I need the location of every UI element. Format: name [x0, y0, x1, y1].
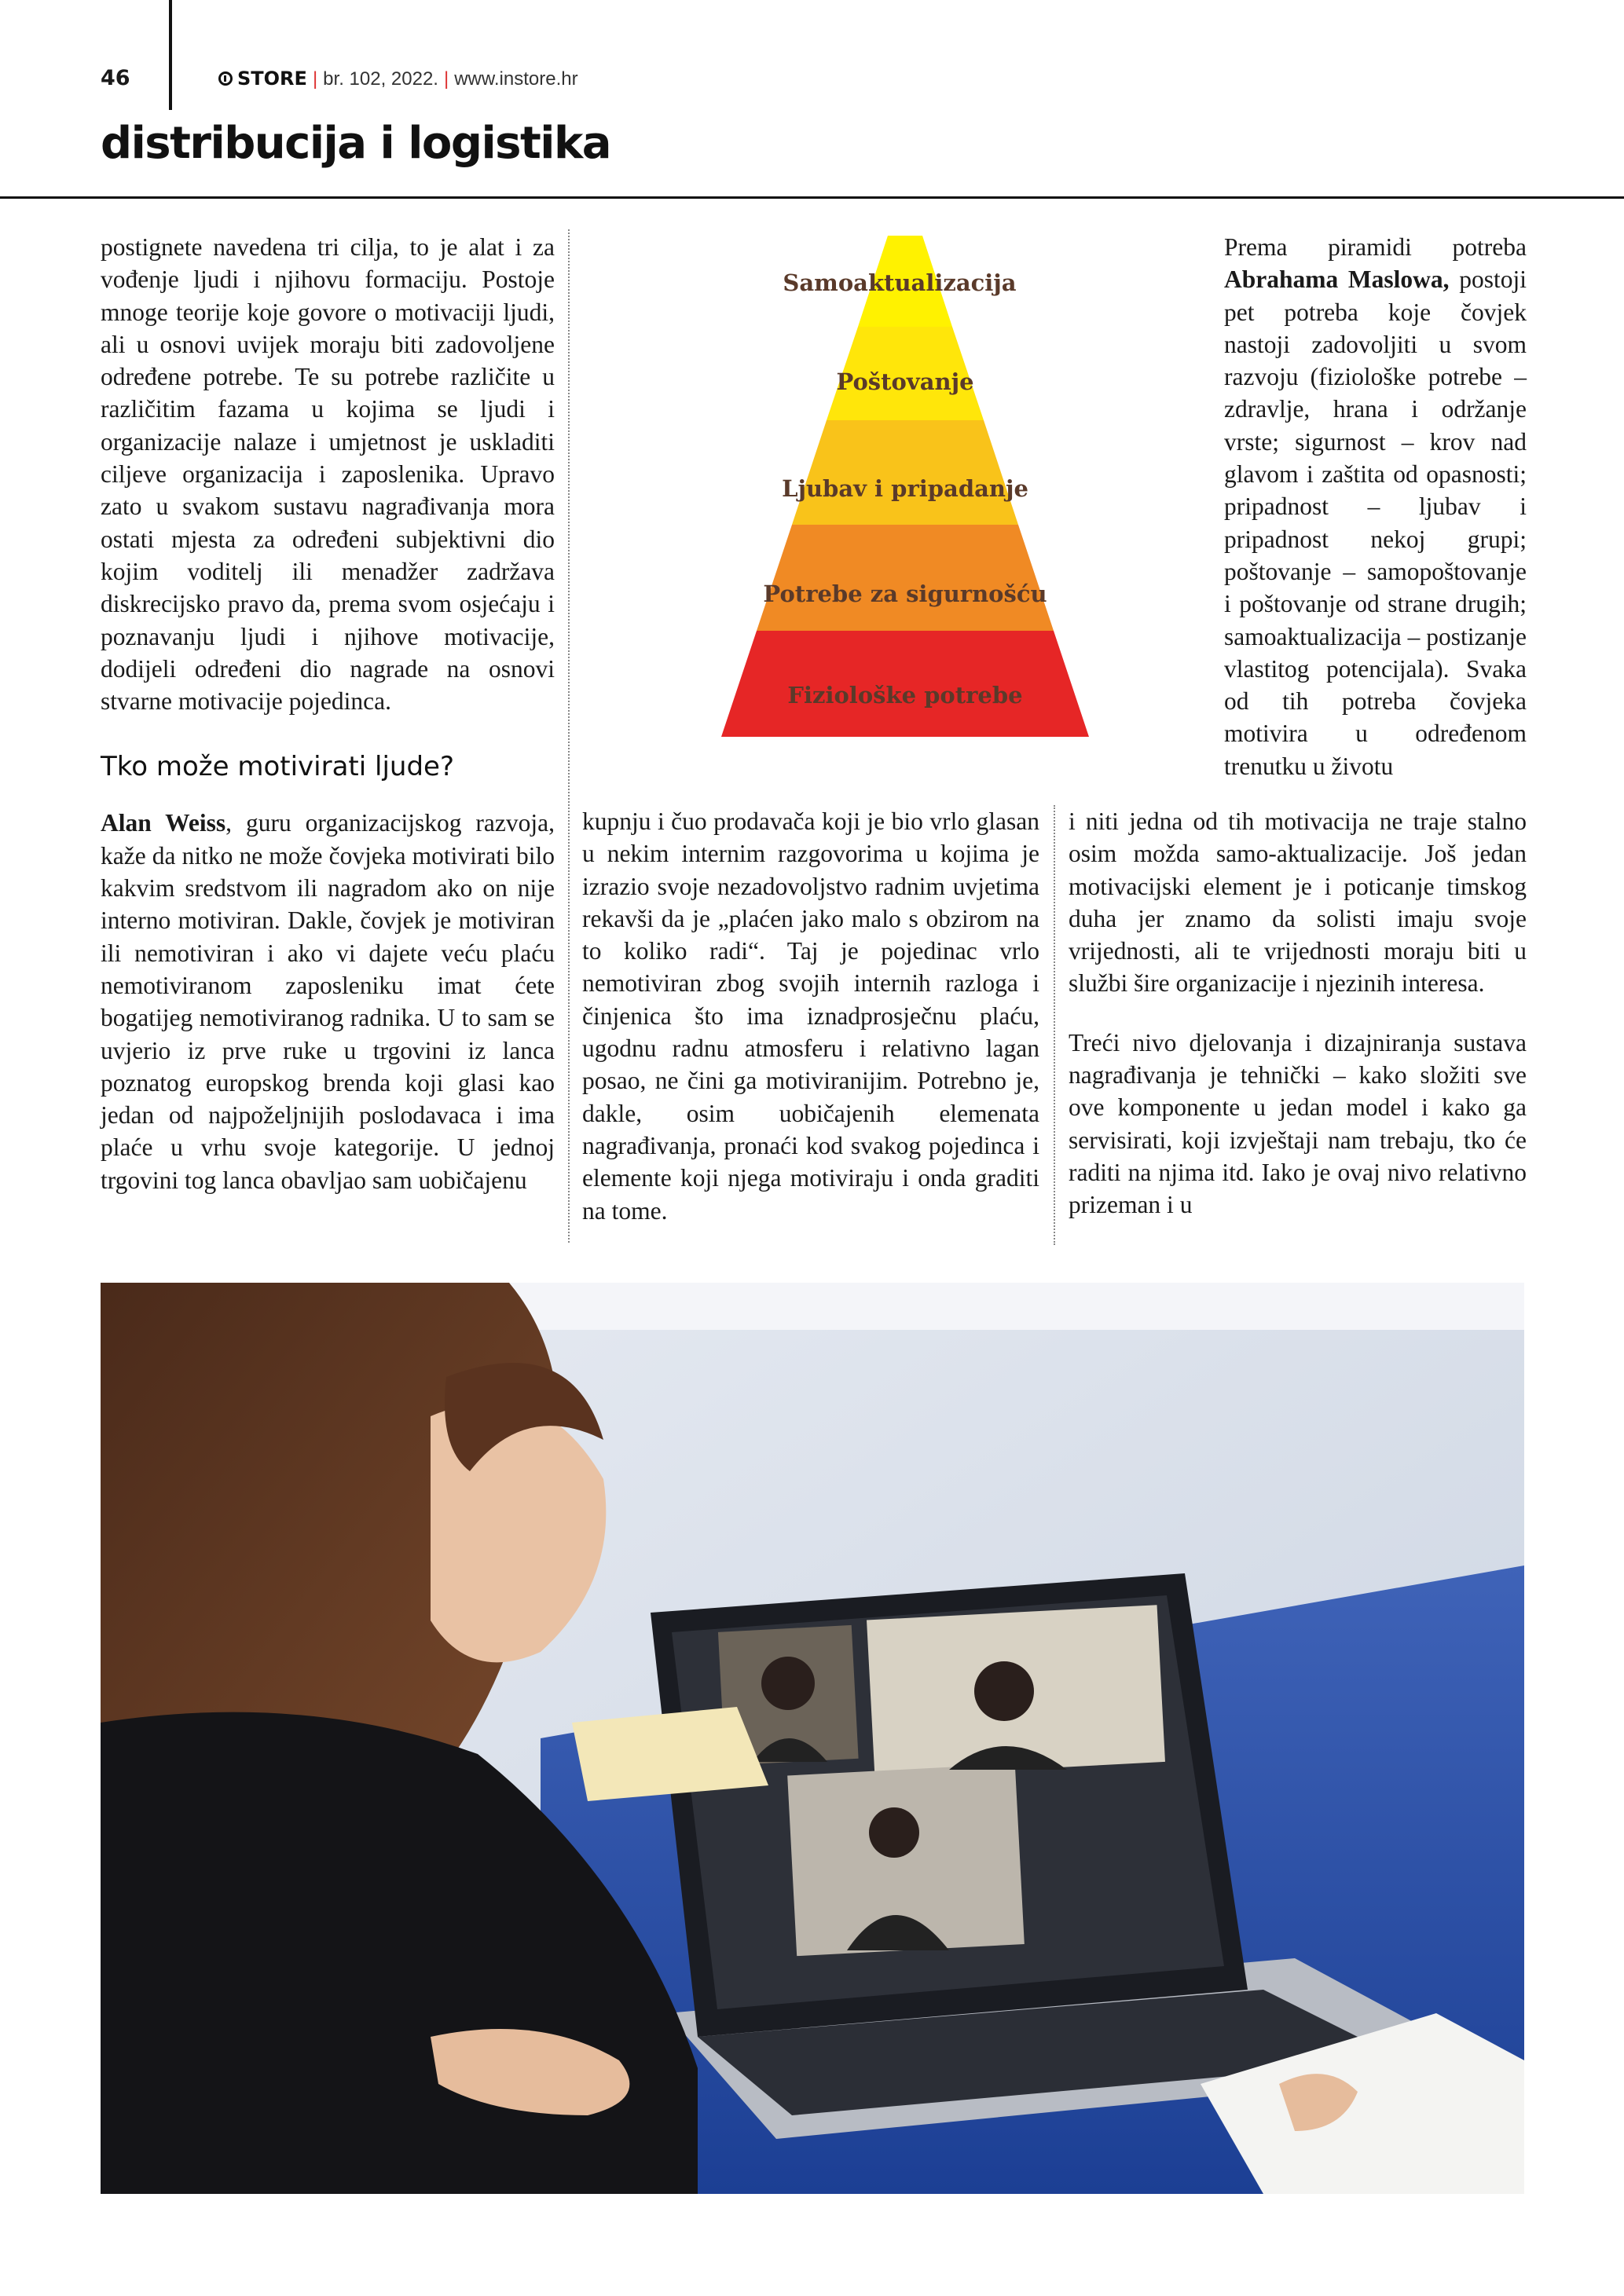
pyramid-label-physiological: Fiziološke potrebe [787, 682, 1023, 709]
paragraph: Prema piramidi potreba Abrahama Maslowa, postoji pet potreba koje čovjek nastoji zadovoljiti u svom razvoju (fiziološke potrebe – zdravlje, hrana i održanje vrste; sigurnost – krov nad glavom i zaštita od opasnosti; pripadnost – ljubav i pripadnost nekoj grupi; poštovanje – samopoštovanje i poštovanje od strane drugih; samoaktualizacija – postizanje vlastitog potencijala). Svaka od tih potreba čovjeka motivira u određenom trenutku u životu [1224, 233, 1527, 780]
article-column-3 [1069, 805, 1527, 1221]
article-column-1 [101, 231, 555, 1196]
store-logo-icon [218, 71, 233, 86]
pyramid-label-safety: Potrebe za sigurnošću [763, 580, 1047, 607]
masthead [218, 68, 578, 90]
magazine-logo: STORE [237, 68, 307, 90]
separator: | [443, 68, 449, 90]
header-rule [0, 196, 1624, 199]
article-photo [101, 1283, 1524, 2194]
header-vertical-rule [169, 0, 172, 110]
pyramid-label-esteem: Poštovanje [836, 368, 974, 395]
paragraph: i niti jedna od tih motivacija ne traje stalno osim možda samo-aktualizacije. Još jedan motivacijski element je i poticanje timskog duha jer znamo da solisti imaju svoje vrijednosti, ali te vrijednosti moraju biti u službi šire organizacije i njezinih interesa. [1069, 807, 1527, 998]
page-number: 46 [101, 66, 130, 90]
paragraph: Alan Weiss, guru organizacijskog razvoja, kaže da nitko ne može čovjeka motivirati bilo kakvim sredstvom ili nagradom ako on nije interno motiviran. Dakle, čovjek je motiviran ili nemotiviran i ako vi dajete veću plaću nemotiviranom zaposleniku imat ćete bogatijeg nemotiviranog radnika. U to sam se uvjerio iz prve ruke u trgovini iz lanca poznatog europskog brenda koji glasi kao jedan od najpoželjnijih poslodavaca i ima plaće u vrhu svoje kategorije. U jednoj trgovini tog lanca obavljao sam uobičajenu [101, 809, 555, 1194]
maslow-pyramid-diagram [582, 228, 1211, 770]
section-title: distribucija i logistika [101, 118, 610, 169]
article-column-2 [582, 805, 1039, 1227]
paragraph: postignete navedena tri cilja, to je alat i za vođenje ljudi i njihovu formaciju. Postoje mnoge teorije koje govore o motivaciji ljudi, ali u osnovi uvijek moraju biti zadovoljene određene potrebe. Te su potrebe različite u različitim fazama u kojima se ljudi i organizacije nalaze i umjetnost je uskladiti ciljeve organizacija i zaposlenika. Upravo zato u svakom sustavu nagrađivanja mora ostati mjesta za određeni subjektivni dio kojim voditelj ili menadžer zadržava diskrecijsko pravo da, prema svom osjećaju i poznavanju ljudi i njihove motivacije, dodijeli određeni dio nagrade na osnovi stvarne motivacije pojedinca. [101, 233, 555, 716]
column-divider [1054, 805, 1055, 1245]
person-name: Alan Weiss [101, 809, 226, 837]
pyramid-label-love-belonging: Ljubav i pripadanje [782, 475, 1028, 502]
website-url[interactable]: www.instore.hr [454, 68, 578, 90]
column-divider [568, 229, 570, 1243]
pyramid-label-self-actualization: Samoaktualizacija [783, 269, 1017, 296]
pyramid-level-2 [757, 525, 1054, 631]
pyramid-level-3 [792, 420, 1018, 525]
paragraph: Treći nivo djelovanja i dizajniranja sustava nagrađivanja je tehnički – kako složiti sve ove komponente u jedan model i kako ga servisirati, koji izvještaji nam trebaju, tko će raditi na njima itd. Iako je ovaj nivo relativno prizeman i u [1069, 1028, 1527, 1219]
person-name: Abrahama Maslowa, [1224, 265, 1450, 294]
separator: | [312, 68, 318, 90]
issue-number: br. 102, 2022. [323, 68, 438, 90]
subheading: Tko može motivirati ljude? [101, 751, 455, 783]
photo-woman-video-call [101, 1283, 1524, 2194]
pyramid-caption-text [1224, 231, 1527, 782]
paragraph: kupnju i čuo prodavača koji je bio vrlo glasan u nekim internim razgovorima u kojima je izrazio svoje nezadovoljstvo radnim uvjetima rekavši da je „plaćen jako malo s obzirom na to koliko radi“. Taj je pojedinac vrlo nemotiviran zbog svojih internih razloga i činjenica što ima iznadprosječnu plaću, ugodnu radnu atmosferu i relativno lagan posao, ne čini ga motiviranijim. Potrebno je, dakle, osim uobičajenih elemenata nagrađivanja, pronaći kod svakog pojedinca i elemente koji njega motiviraju i onda graditi na tome. [582, 807, 1039, 1225]
